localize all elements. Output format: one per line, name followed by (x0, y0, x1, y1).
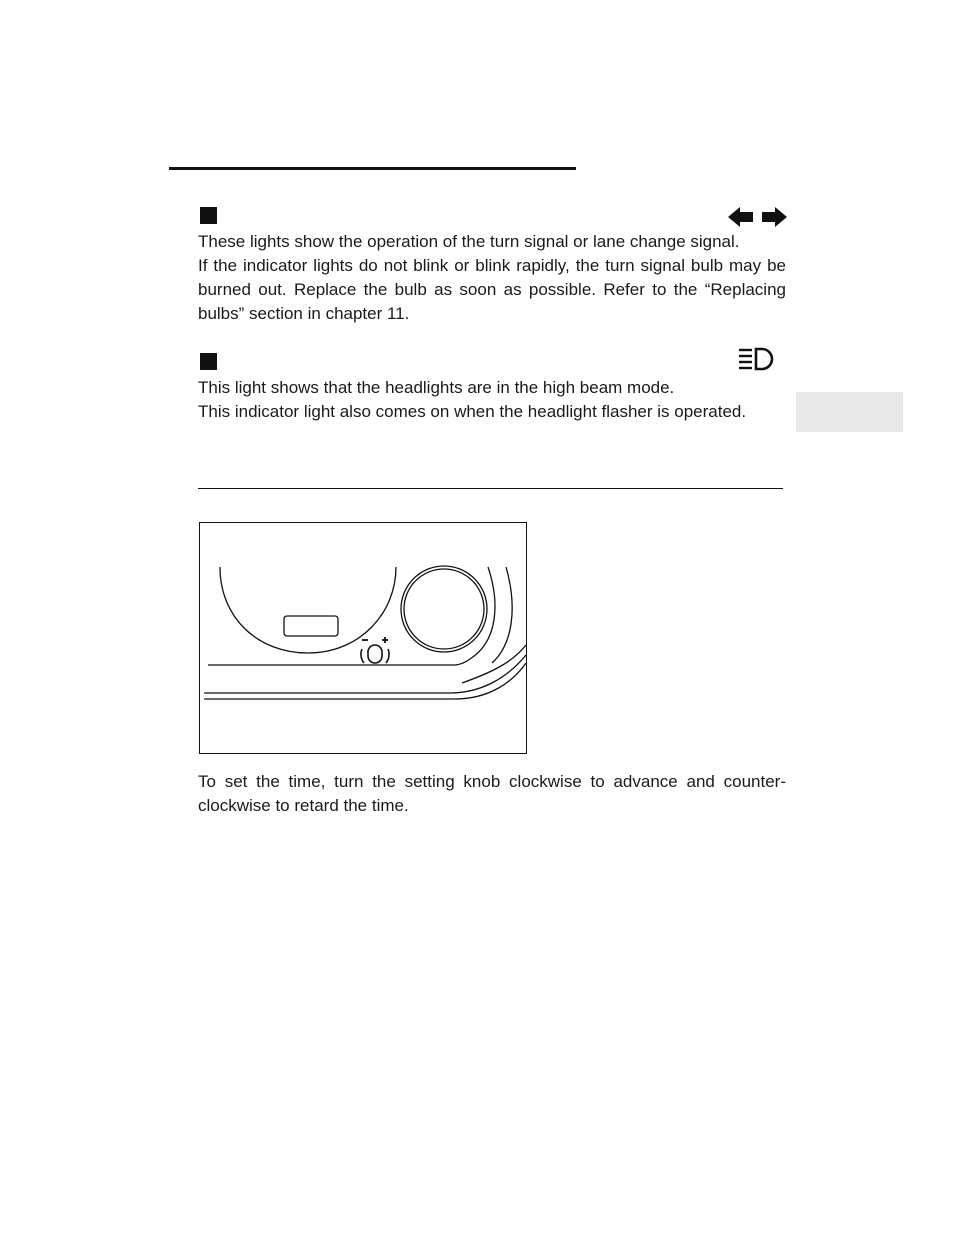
turn-signal-arrows-icon (728, 206, 788, 228)
clock-setting-text: To set the time, turn the setting knob clockwise to advance and counter-clockwise to retard the time. (198, 772, 786, 815)
section-bullet-turn-signal (200, 207, 217, 224)
high-beam-line-1: This light shows that the headlights are in the high beam mode. (198, 378, 675, 397)
high-beam-indicator-icon (738, 347, 778, 371)
chapter-side-tab (796, 392, 903, 432)
clock-setting-knob-icon (361, 637, 389, 663)
section-divider-rule (198, 488, 783, 489)
clock-setting-instruction (198, 770, 786, 818)
turn-signal-line-1: These lights show the operation of the turn signal or lane change signal. (198, 232, 740, 251)
high-beam-line-2: This indicator light also comes on when the headlight flasher is operated. (198, 402, 747, 421)
section-top-rule (169, 167, 576, 170)
high-beam-description (198, 376, 786, 424)
turn-signal-line-2: If the indicator lights do not blink or blink rapidly, the turn signal bulb may be burned out. Replace the bulb as soon as possible. Refer to the “Replacing bulbs” section in chapter 11. (198, 256, 786, 323)
instrument-panel-illustration (200, 523, 526, 753)
section-bullet-high-beam (200, 353, 217, 370)
clock-figure (199, 522, 527, 754)
turn-signal-description (198, 230, 786, 326)
